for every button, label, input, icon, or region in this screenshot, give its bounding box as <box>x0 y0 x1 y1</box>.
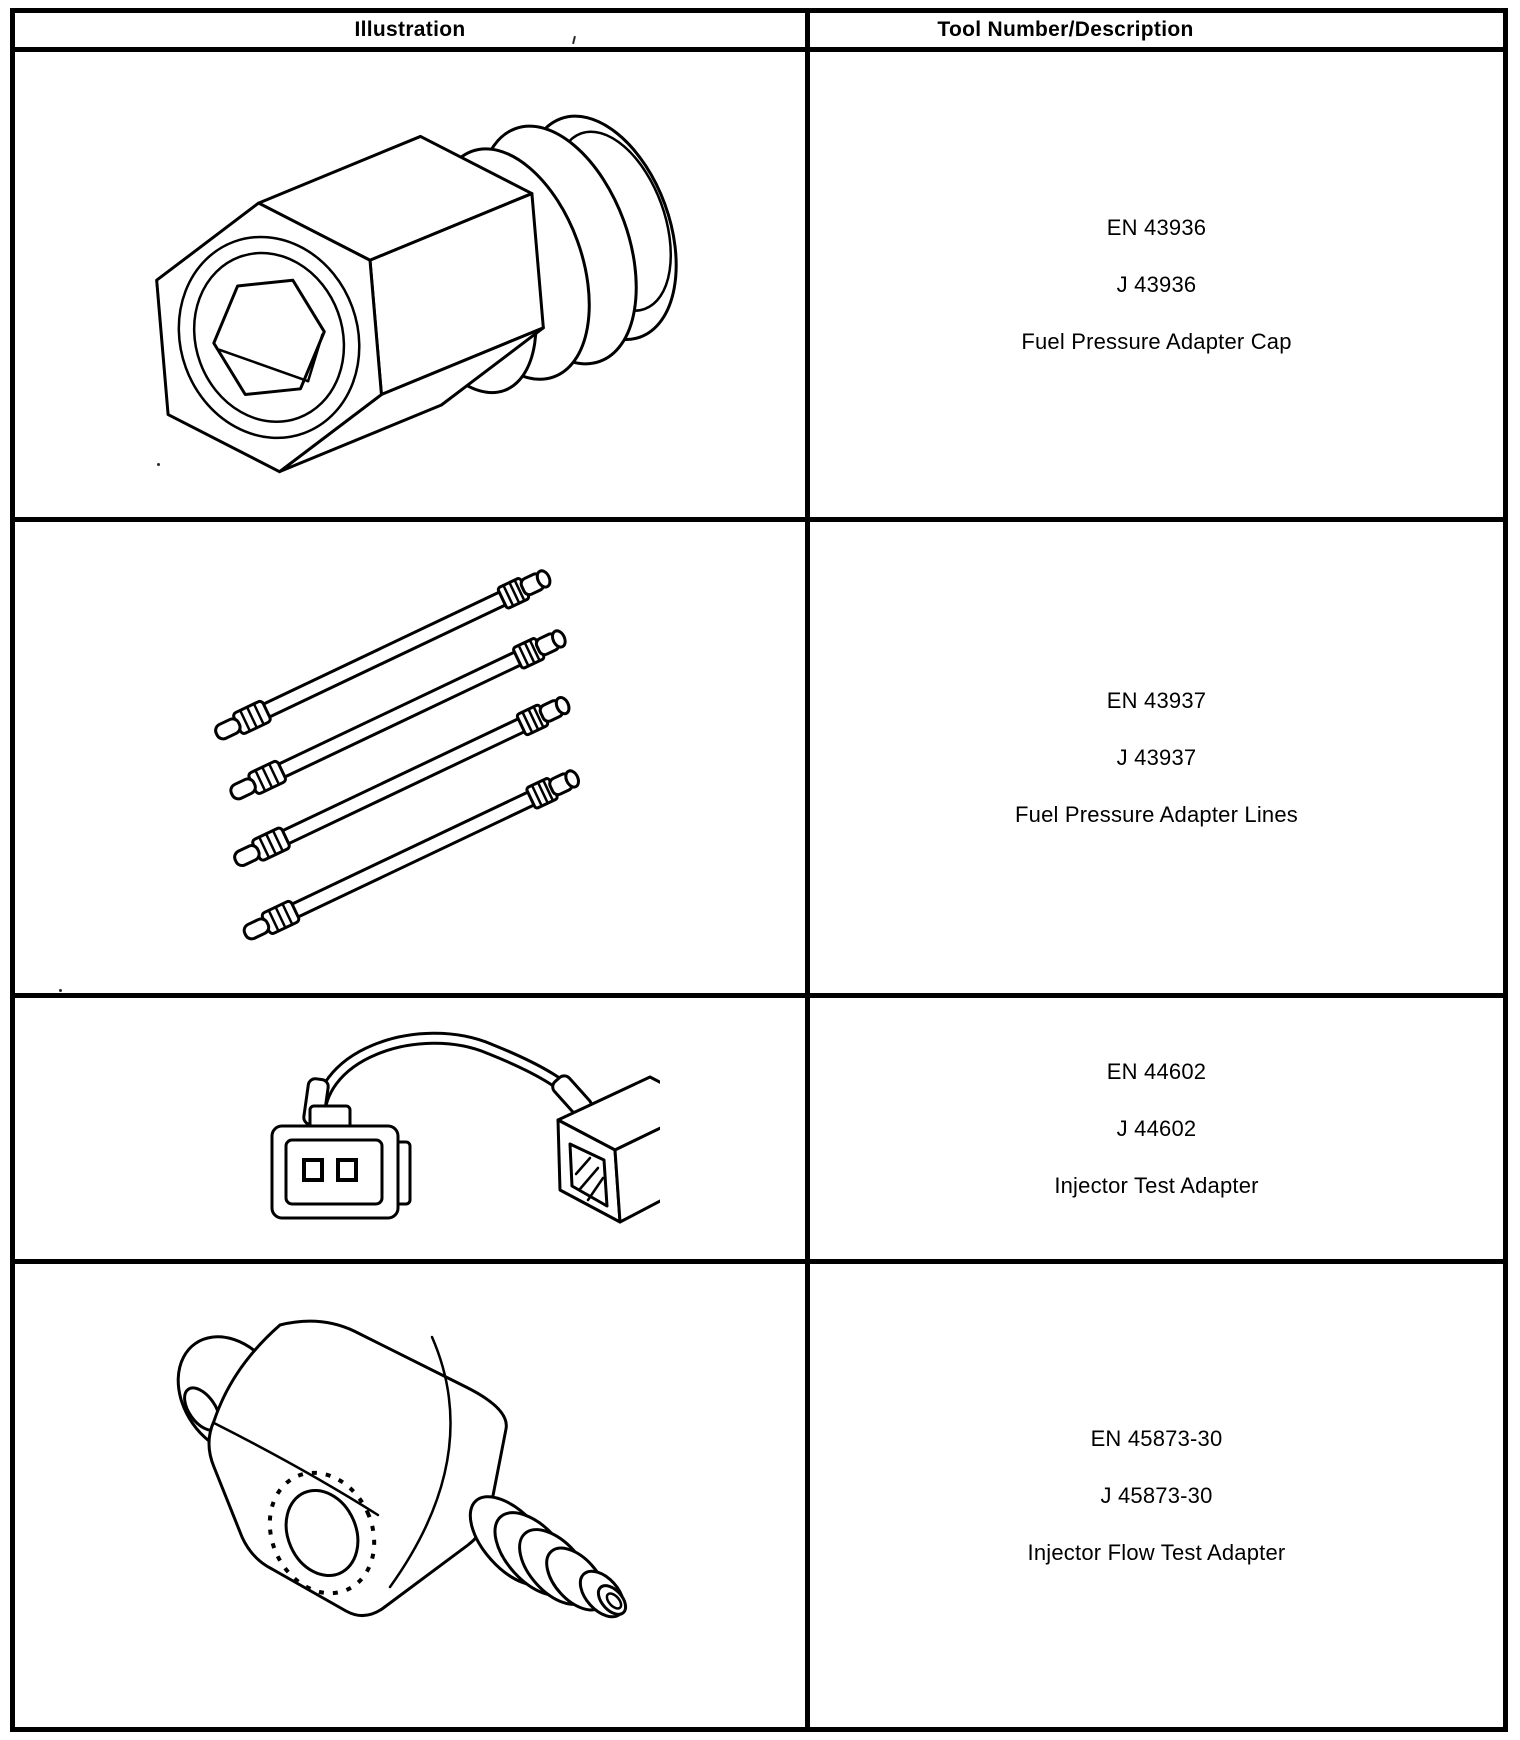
tool-code-j: J 44602 <box>1116 1115 1197 1141</box>
illustration-cell-row2 <box>15 522 810 998</box>
tool-cell-row1 <box>810 52 1503 522</box>
header-illustration <box>15 13 810 52</box>
tool-code-en: EN 44602 <box>1106 1058 1207 1084</box>
tool-description: Injector Test Adapter <box>1054 1172 1259 1198</box>
illustration-cell-row1 <box>15 52 810 522</box>
tool-description: Injector Flow Test Adapter <box>1027 1539 1286 1565</box>
tool-cell-row4 <box>810 1264 1503 1727</box>
tool-code-j: J 45873-30 <box>1100 1482 1213 1508</box>
tool-cell-row3 <box>810 998 1503 1264</box>
fuel-pressure-adapter-cap-icon <box>120 85 700 485</box>
tool-code-j: J 43937 <box>1116 744 1197 770</box>
tool-code-j: J 43936 <box>1116 271 1197 297</box>
injector-test-adapter-icon <box>160 1014 660 1244</box>
header-tool-number-description <box>810 13 1503 52</box>
tool-code-en: EN 45873-30 <box>1090 1425 1223 1451</box>
special-tools-table <box>10 8 1508 1732</box>
illustration-cell-row3 <box>15 998 810 1264</box>
tool-cell-row2 <box>810 522 1503 998</box>
scan-speck <box>59 989 62 992</box>
header-tool-label: Tool Number/Description <box>937 18 1194 41</box>
header-illustration-label: Illustration <box>354 18 466 41</box>
tool-code-en: EN 43937 <box>1106 687 1207 713</box>
tool-description: Fuel Pressure Adapter Cap <box>1021 328 1292 354</box>
fuel-pressure-adapter-lines-icon <box>120 558 700 958</box>
illustration-cell-row4 <box>15 1264 810 1727</box>
scan-speck <box>157 463 160 466</box>
tool-description: Fuel Pressure Adapter Lines <box>1015 801 1298 827</box>
injector-flow-test-adapter-icon <box>140 1291 680 1701</box>
tool-code-en: EN 43936 <box>1106 214 1207 240</box>
